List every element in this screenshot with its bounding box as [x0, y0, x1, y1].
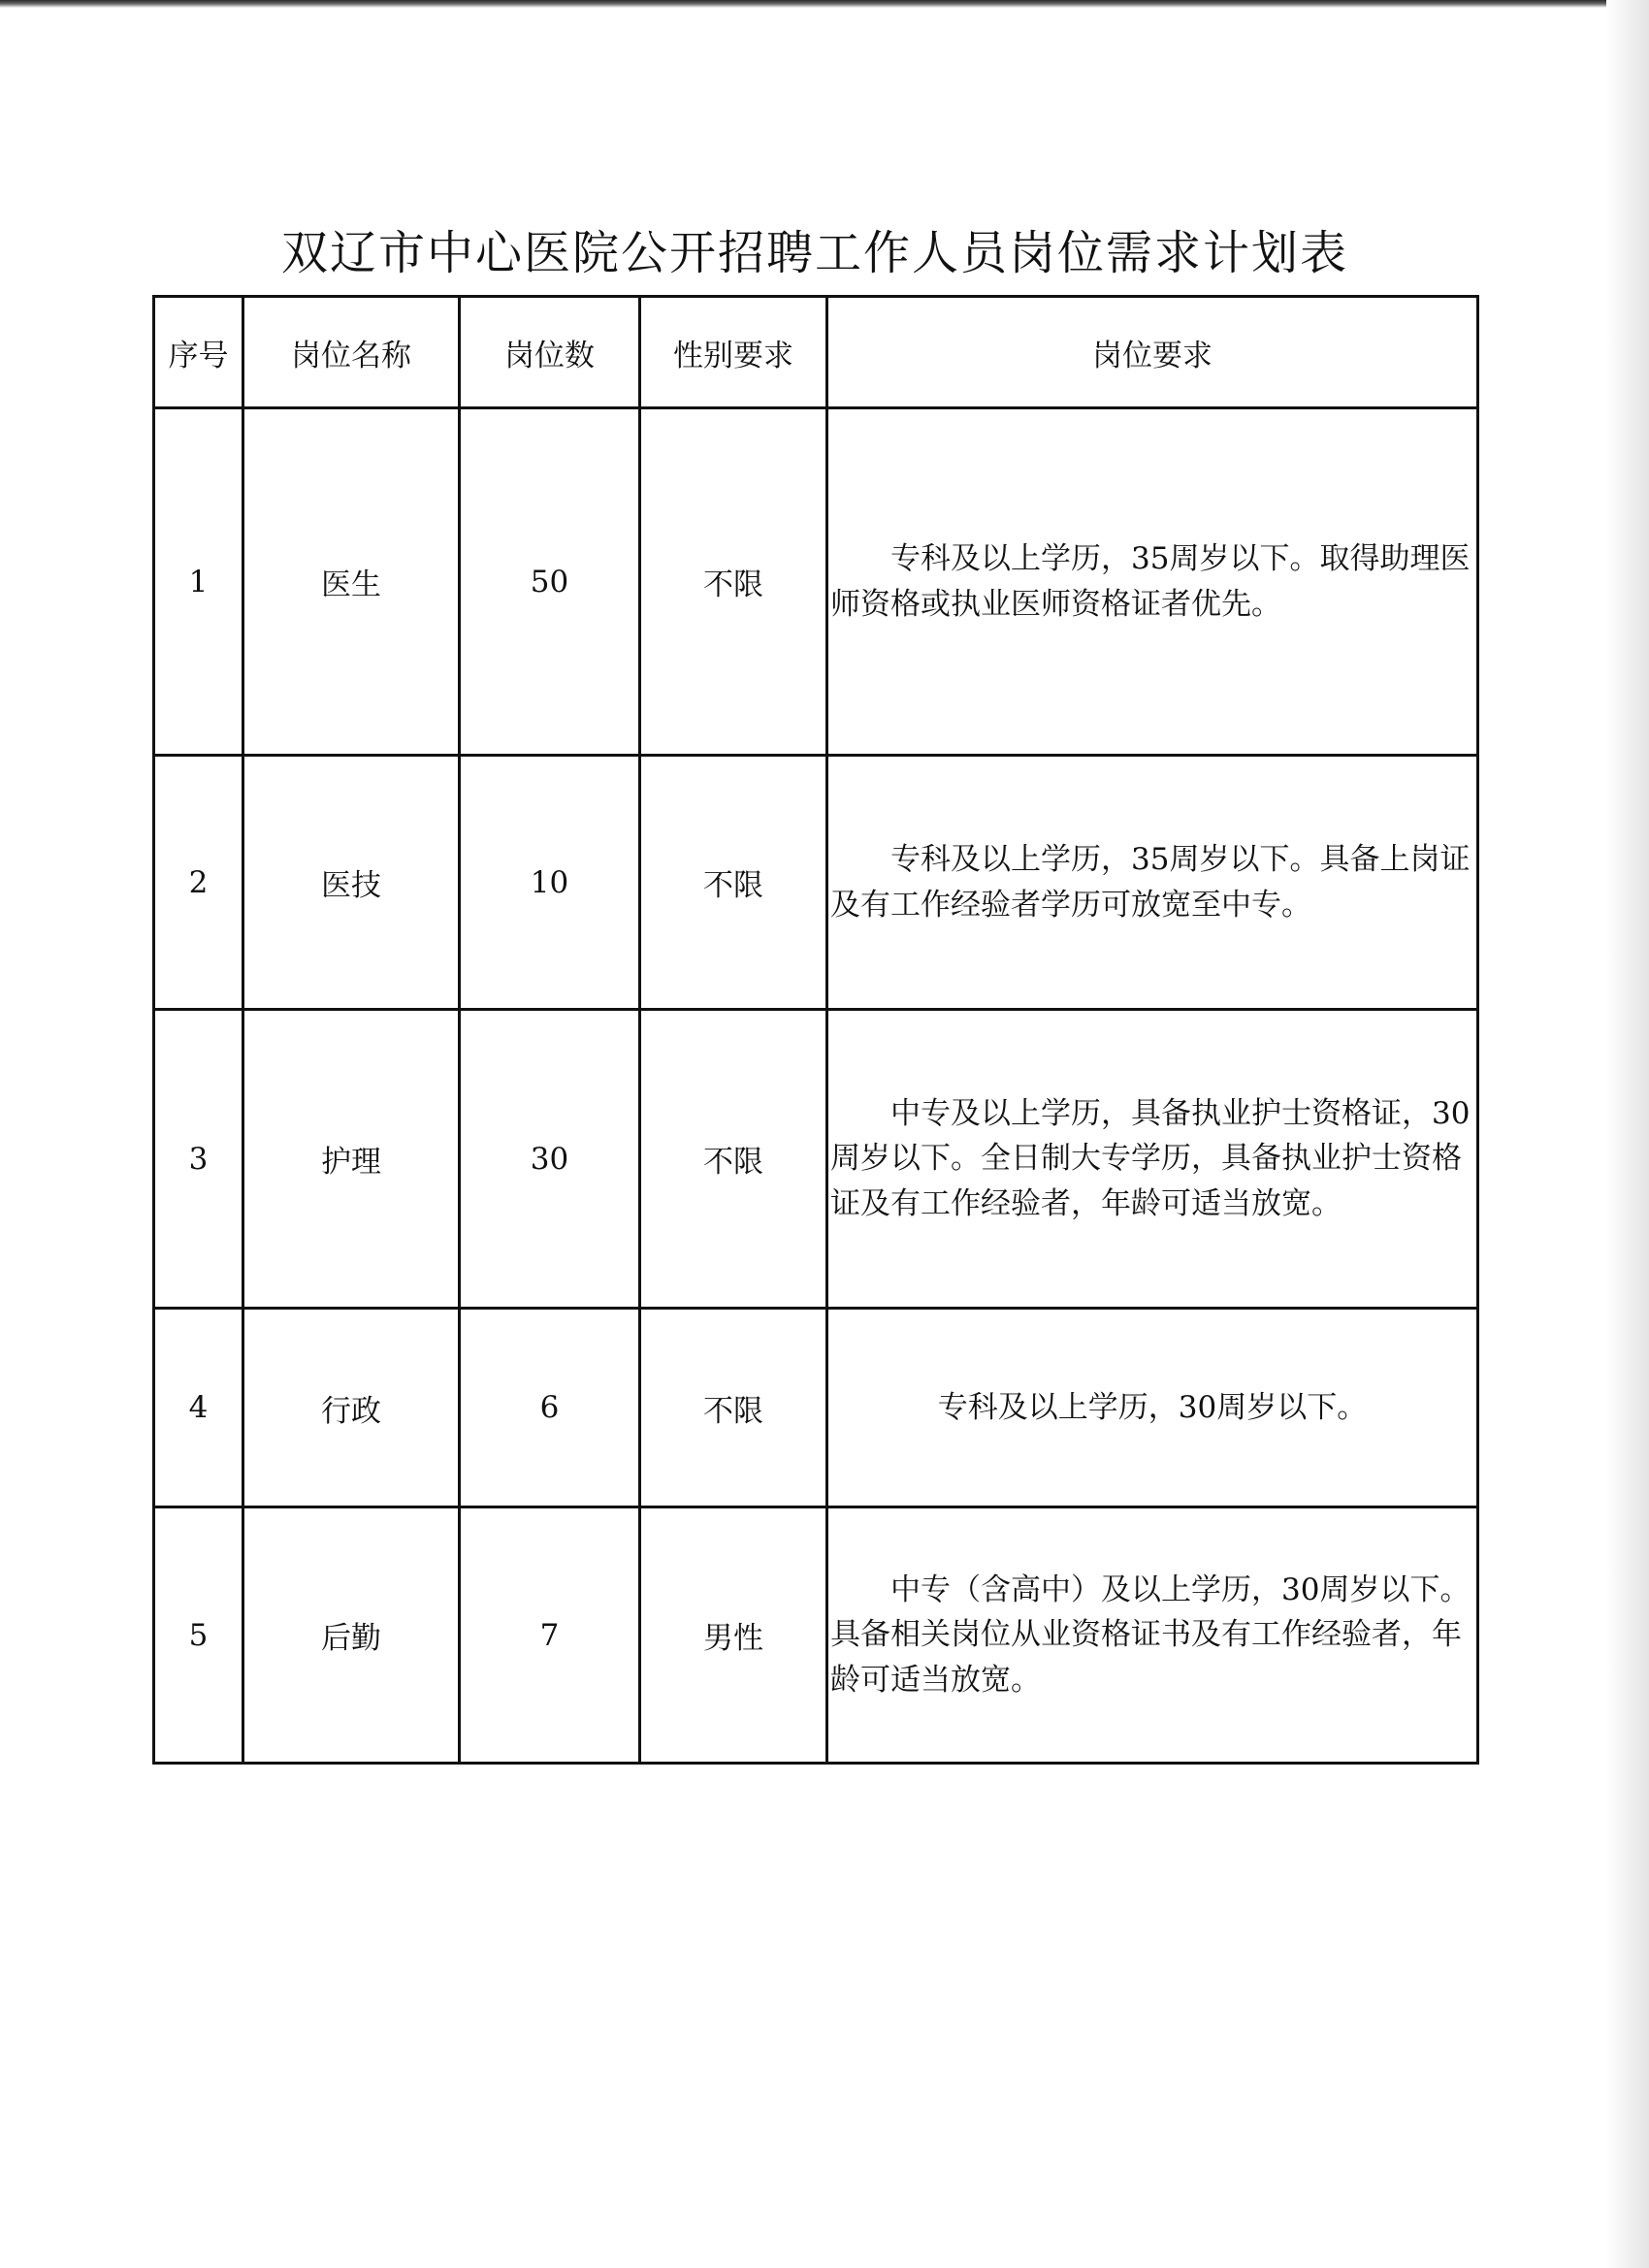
cell-position-count: 6: [460, 1309, 640, 1507]
cell-requirement: 专科及以上学历，35周岁以下。取得助理医师资格或执业医师资格证者优先。: [827, 408, 1478, 756]
cell-position-count: 50: [460, 408, 640, 756]
header-seq: 序号: [154, 297, 243, 408]
header-position-name: 岗位名称: [243, 297, 460, 408]
cell-requirement: 中专（含高中）及以上学历，30周岁以下。具备相关岗位从业资格证书及有工作经验者，年龄可适当放宽。: [827, 1507, 1478, 1764]
cell-requirement: 专科及以上学历，30周岁以下。: [827, 1309, 1478, 1507]
table-row: [154, 408, 1478, 756]
table-row: [154, 1010, 1478, 1309]
cell-seq: 5: [154, 1507, 243, 1764]
cell-position-name: 护理: [243, 1010, 460, 1309]
cell-position-count: 10: [460, 756, 640, 1010]
cell-position-name: 后勤: [243, 1507, 460, 1764]
cell-gender: 不限: [640, 408, 827, 756]
scan-right-edge: [1606, 0, 1649, 2268]
cell-requirement: 专科及以上学历，35周岁以下。具备上岗证及有工作经验者学历可放宽至中专。: [827, 756, 1478, 1010]
header-requirement: 岗位要求: [827, 297, 1478, 408]
cell-gender: 不限: [640, 756, 827, 1010]
table-row: [154, 756, 1478, 1010]
table-row: [154, 1507, 1478, 1764]
cell-seq: 3: [154, 1010, 243, 1309]
cell-gender: 不限: [640, 1309, 827, 1507]
cell-position-count: 30: [460, 1010, 640, 1309]
recruitment-plan-table: [152, 295, 1479, 1765]
cell-seq: 2: [154, 756, 243, 1010]
table-row: [154, 1309, 1478, 1507]
cell-gender: 不限: [640, 1010, 827, 1309]
scan-top-edge: [0, 0, 1649, 8]
cell-seq: 1: [154, 408, 243, 756]
cell-position-name: 医生: [243, 408, 460, 756]
table-header-row: [154, 297, 1478, 408]
cell-seq: 4: [154, 1309, 243, 1507]
cell-requirement: 中专及以上学历，具备执业护士资格证，30周岁以下。全日制大专学历，具备执业护士资格证及有工作经验者，年龄可适当放宽。: [827, 1010, 1478, 1309]
cell-gender: 男性: [640, 1507, 827, 1764]
cell-position-count: 7: [460, 1507, 640, 1764]
header-position-count: 岗位数: [460, 297, 640, 408]
cell-position-name: 行政: [243, 1309, 460, 1507]
document-title: 双辽市中心医院公开招聘工作人员岗位需求计划表: [280, 226, 1348, 280]
cell-position-name: 医技: [243, 756, 460, 1010]
header-gender: 性别要求: [640, 297, 827, 408]
